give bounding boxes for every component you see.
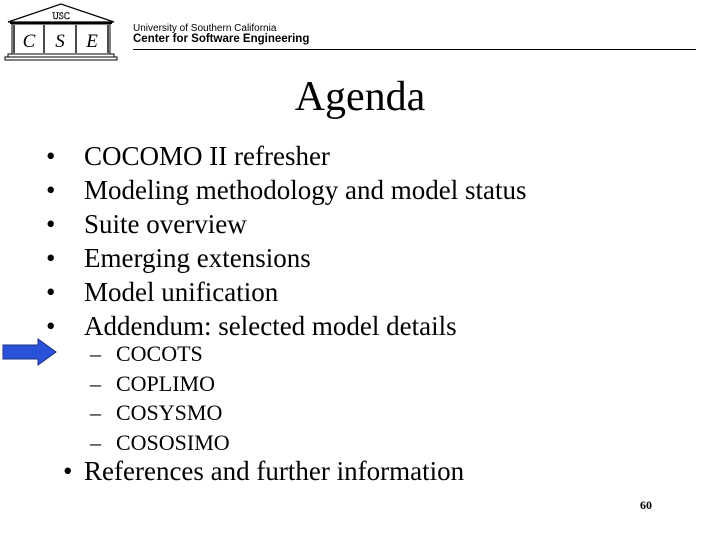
sub-bullet-dash: – xyxy=(90,400,101,425)
current-item-arrow-icon xyxy=(2,338,57,366)
sub-item-text: COCOTS xyxy=(116,341,203,366)
university-name: University of Southern California xyxy=(133,23,277,34)
sub-item-text: COSYSMO xyxy=(116,400,223,425)
sub-bullet-dash: – xyxy=(90,429,101,455)
agenda-item-text: Emerging extensions xyxy=(84,243,311,273)
sub-bullet-dash: – xyxy=(90,370,101,396)
agenda-item-references xyxy=(0,453,720,489)
agenda-item-text: Addendum: selected model details xyxy=(84,311,457,341)
logo-letter-e: E xyxy=(86,31,98,52)
sub-item-text: COPLIMO xyxy=(116,370,216,396)
bullet-dot: • xyxy=(46,311,56,341)
logo-roof-text: USC xyxy=(52,11,70,21)
logo-letter-c: C xyxy=(22,31,36,52)
center-name: Center for Software Engineering xyxy=(133,33,310,45)
bullet-dot: • xyxy=(46,175,56,205)
bullet-dot: • xyxy=(63,456,73,486)
agenda-item-text: Suite overview xyxy=(84,209,247,239)
page-number: 60 xyxy=(640,498,652,512)
bullet-dot: • xyxy=(46,141,56,171)
logo-letter-s: S xyxy=(55,31,65,52)
agenda-item-text: References and further information xyxy=(84,456,465,486)
sub-bullet-dash: – xyxy=(90,341,101,366)
slide-title: Agenda xyxy=(294,74,426,120)
bullet-dot: • xyxy=(46,243,56,273)
sub-item-text: COSOSIMO xyxy=(116,429,230,455)
agenda-item-text: Model unification xyxy=(84,277,279,307)
bullet-dot: • xyxy=(46,209,56,239)
agenda-item-text: Modeling methodology and model status xyxy=(84,175,527,205)
bullet-dot: • xyxy=(46,277,56,307)
cse-logo xyxy=(4,2,118,64)
header-divider xyxy=(133,49,696,50)
agenda-item-text: COCOMO II refresher xyxy=(84,141,330,171)
